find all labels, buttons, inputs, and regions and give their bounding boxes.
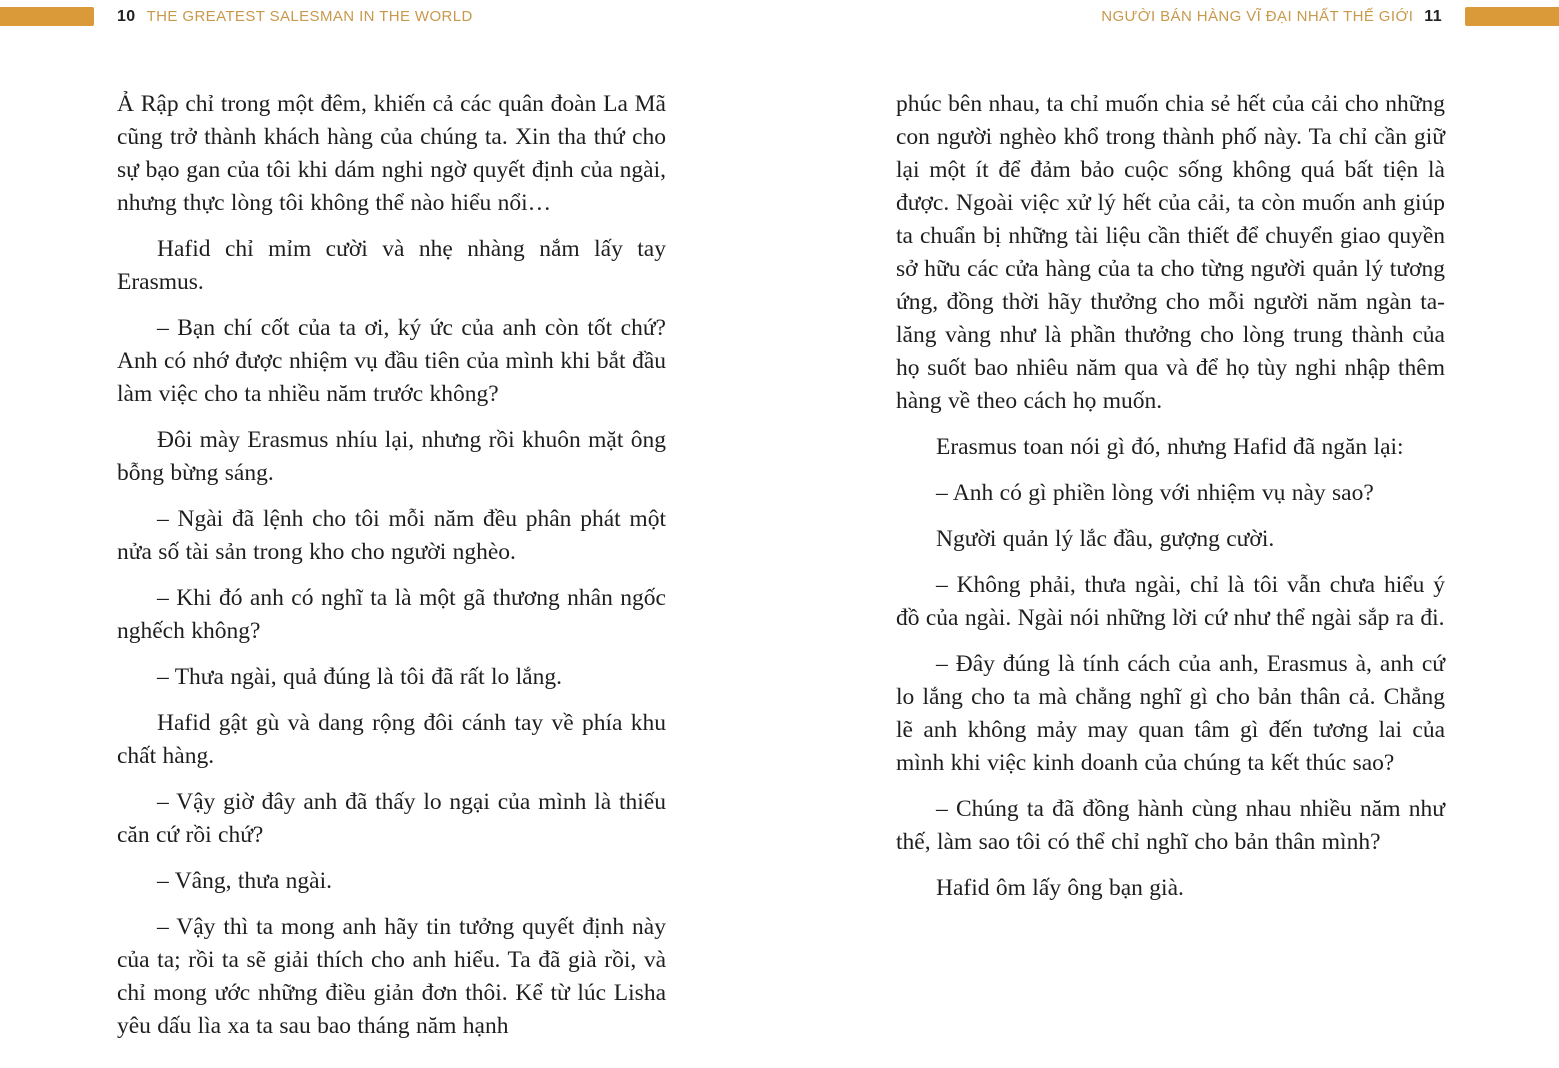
- paragraph: Hafid chỉ mỉm cười và nhẹ nhàng nắm lấy tay Erasmus.: [117, 236, 666, 295]
- paragraph: – Không phải, thưa ngài, chỉ là tôi vẫn chưa hiểu ý đồ của ngài. Ngài nói những lời cứ như thể ngài sắp ra đi.: [896, 572, 1445, 631]
- left-running-title: THE GREATEST SALESMAN IN THE WORLD: [146, 8, 473, 25]
- paragraph: – Vậy giờ đây anh đã thấy lo ngại của mình là thiếu căn cứ rồi chứ?: [117, 789, 666, 848]
- right-page-number: 11: [1424, 8, 1442, 25]
- paragraph: – Anh có gì phiền lòng với nhiệm vụ này sao?: [936, 480, 1374, 506]
- paragraph: – Bạn chí cốt của ta ơi, ký ức của anh còn tốt chứ? Anh có nhớ được nhiệm vụ đầu tiên của mình khi bắt đầu làm việc cho ta nhiều năm trước không?: [117, 315, 666, 407]
- right-accent-bar: [1465, 7, 1559, 26]
- paragraph: Người quản lý lắc đầu, gượng cười.: [936, 526, 1275, 552]
- right-page-text: [896, 88, 1445, 918]
- paragraph: – Vậy thì ta mong anh hãy tin tưởng quyết định này của ta; rồi ta sẽ giải thích cho anh hiểu. Ta đã già rồi, và chỉ mong ước những điều giản đơn thôi. Kể từ lúc Lisha yêu dấu lìa xa ta sau bao tháng năm hạnh: [117, 914, 666, 1039]
- paragraph: – Ngài đã lệnh cho tôi mỗi năm đều phân phát một nửa số tài sản trong kho cho người nghèo.: [117, 506, 666, 565]
- paragraph: phúc bên nhau, ta chỉ muốn chia sẻ hết của cải cho những con người nghèo khổ trong thành phố này. Ta chỉ cần giữ lại một ít để đảm bảo cuộc sống không quá bất tiện là được. Ngoài việc xử lý hết của cải, ta còn muốn anh giúp ta chuẩn bị những tài liệu cần thiết để chuyển giao quyền sở hữu các cửa hàng của ta cho từng người quản lý tương ứng, đồng thời hãy thưởng cho mỗi người năm ngàn ta-lăng vàng như là phần thưởng cho lòng trung thành của họ suốt bao nhiêu năm qua và để họ tùy nghi nhập thêm hàng về theo cách họ muốn.: [896, 91, 1445, 414]
- paragraph: – Chúng ta đã đồng hành cùng nhau nhiều năm như thế, làm sao tôi có thể chỉ nghĩ cho bản thân mình?: [896, 796, 1445, 855]
- paragraph: Ả Rập chỉ trong một đêm, khiến cả các quân đoàn La Mã cũng trở thành khách hàng của chúng ta. Xin tha thứ cho sự bạo gan của tôi khi dám nghi ngờ quyết định của ngài, nhưng thực lòng tôi không thể nào hiểu nổi…: [117, 91, 666, 216]
- left-running-head: [117, 6, 473, 27]
- paragraph: Hafid ôm lấy ông bạn già.: [936, 875, 1184, 901]
- right-running-head: [1101, 6, 1442, 27]
- paragraph: Đôi mày Erasmus nhíu lại, nhưng rồi khuôn mặt ông bỗng bừng sáng.: [117, 427, 666, 486]
- left-page-number: 10: [117, 8, 136, 25]
- left-accent-bar: [0, 7, 94, 26]
- paragraph: – Đây đúng là tính cách của anh, Erasmus à, anh cứ lo lắng cho ta mà chẳng nghĩ gì cho bản thân cả. Chẳng lẽ anh không mảy may quan tâm gì đến tương lai của mình khi việc kinh doanh của chúng ta kết thúc sao?: [896, 651, 1445, 776]
- paragraph: – Vâng, thưa ngài.: [157, 868, 333, 894]
- paragraph: – Khi đó anh có nghĩ ta là một gã thương nhân ngốc nghếch không?: [117, 585, 666, 644]
- paragraph: – Thưa ngài, quả đúng là tôi đã rất lo lắng.: [157, 664, 562, 690]
- paragraph: Erasmus toan nói gì đó, nhưng Hafid đã ngăn lại:: [936, 434, 1404, 460]
- right-running-title: NGƯỜI BÁN HÀNG VĨ ĐẠI NHẤT THẾ GIỚI: [1101, 8, 1414, 25]
- paragraph: Hafid gật gù và dang rộng đôi cánh tay về phía khu chất hàng.: [117, 710, 666, 769]
- left-page-text: [117, 88, 666, 1056]
